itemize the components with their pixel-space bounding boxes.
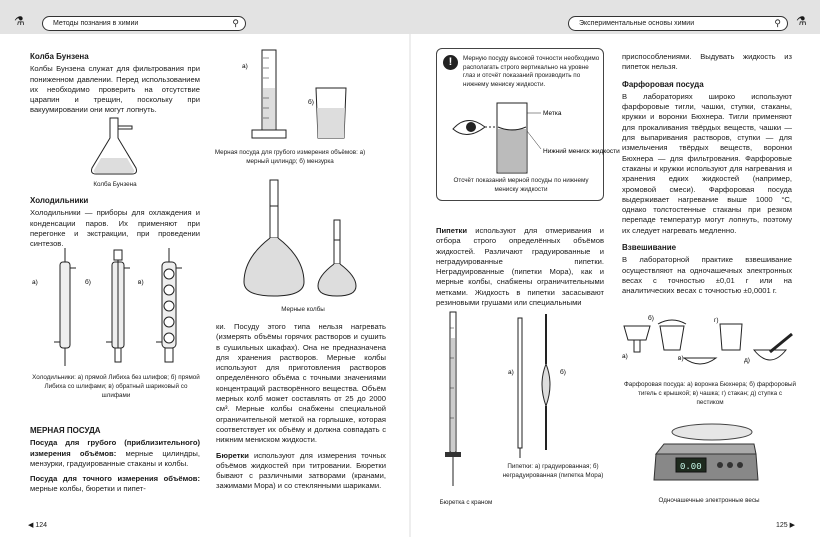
volumetric-flask-large: [244, 180, 304, 296]
meniscus-label: Нижний мениск жидкости: [543, 148, 620, 155]
mflask-caption: Мерные колбы: [281, 306, 325, 313]
label-b: б): [648, 315, 654, 322]
meniscus-illustration: [445, 101, 620, 175]
fridge-title: Холодильники: [30, 196, 89, 205]
left-col1-fridge: [30, 196, 200, 249]
left-col2-text: [216, 322, 386, 492]
rough-text: мерные цилиндры, мензурки, градуированные стаканы и колбы.: [30, 448, 200, 468]
label-a: а): [622, 353, 628, 360]
label-d: д): [744, 357, 750, 364]
fridge-caption: Холодильники: а) прямой Либиха без шлифов; б) прямой Либиха со шлифами; в) обратный шариковый со шлифами: [32, 374, 200, 399]
warning-icon: !: [443, 55, 458, 70]
crucible-with-lid: [658, 320, 686, 350]
left-page-num-text: 124: [35, 522, 48, 529]
porcelain-title: Фарфоровая посуда: [622, 79, 704, 89]
meniscus-note-box: [436, 48, 620, 201]
mortar-and-pestle: [754, 334, 792, 360]
evaporating-dish: [684, 358, 716, 364]
left-page-number: ◀ 124: [28, 522, 48, 529]
measure-caption: Мерная посуда для грубого измерения объёмов: а) мерный цилиндр; б) мензурка: [214, 149, 366, 165]
porcelain-beaker: [720, 324, 742, 350]
label-b: б): [560, 369, 566, 376]
rough-title: Посуда для грубого (приблизительного) измерения объёмов:: [30, 438, 200, 458]
flask-icon: ⚗: [14, 14, 25, 28]
bunsen-flask-illustration: [88, 116, 148, 176]
electronic-scale-illustration: [650, 420, 760, 488]
buchner-funnel: [624, 326, 650, 352]
col2-top-text: приспособлениями. Выдувать жидкость из пипеток нельзя.: [622, 52, 792, 72]
bunsen-text: Колбы Бунзена служат для фильтрования при пониженном давлении. Перед использованием их необходимо проверить на отсутствие царапин и трещин, поскольку при вакуумировании они могут лопнуть.: [30, 64, 200, 115]
label-v: в): [678, 355, 684, 362]
burette-text: используют для измерения точных объёмов жидкостей при титровании. Бюретки бывают с различными затворами (кранами, зажимами Мора) и со стеклянными шариками.: [216, 450, 386, 491]
mark-label: Метка: [543, 110, 562, 117]
left-header-bar: [0, 0, 410, 34]
label-a: а): [508, 369, 514, 376]
porcelain-illustration: [620, 310, 800, 376]
burette: [445, 312, 461, 486]
volumetric-flask-small: [318, 220, 356, 296]
spine: [409, 34, 411, 537]
weigh-text: В лабораторной практике взвешивание осуществляют на одночашечных электронных весах с точностью ±0,01 г или на аналитических весах с точностью ±0,0001 г.: [622, 255, 792, 296]
scale-caption: Одночашечные электронные весы: [658, 497, 760, 504]
bunsen-title: Колба Бунзена: [30, 52, 89, 61]
bunsen-caption: Колба Бунзена: [93, 181, 137, 188]
left-col1-measure: [30, 426, 200, 495]
condensers-illustration: [30, 248, 200, 368]
mflask-text: ки. Посуду этого типа нельзя нагревать (измерять объёмы горячих растворов и сушить в сушильных шкафах). Она не предназначена для хранения растворов. Мерные колбы используют для приготовления растворов определённого объёма с точными значениями концентраций растворённого вещества. Объём мерных колб может составлять от 25 до 2000 см³. Мерные колбы снабжены специальной ограничительной меткой на горлышке, которая соответствует их объёму и должна совпадать с нижним мениском жидкости.: [216, 322, 386, 445]
left-col1-top: [30, 52, 200, 116]
beaker: [316, 88, 346, 138]
burette-title: Бюретки: [216, 450, 249, 460]
right-header-text: Экспериментальные основы химии: [579, 20, 695, 27]
pipette-title: Пипетки: [436, 226, 468, 235]
rough-measure-illustration: [240, 48, 360, 142]
right-col2-text: [622, 52, 792, 297]
left-header-text: Методы познания в химии: [53, 20, 139, 27]
note-caption: Отсчёт показаний мерной посуды по нижнему мениску жидкости: [453, 177, 589, 193]
scale-display: 0.00: [680, 462, 702, 472]
burette-caption: Бюретка с краном: [439, 499, 493, 506]
pipette-paragraph: [436, 226, 604, 308]
pipette-text: используют для отмеривания и отбора строго определённых объёмов жидкостей. Различают градуированные и неградуированные пипетки. Неградуированные (пипетки Мора), как и мерные колбы, снабжены ограничительными метками. Жидкость в пипетки засасывают резиновыми грушами или специальными: [436, 226, 604, 308]
right-header-bar: [410, 0, 820, 34]
exact-title: Посуда для точного измерения объёмов:: [30, 474, 200, 484]
label-a: а): [242, 63, 248, 70]
porcelain-caption: Фарфоровая посуда: а) воронка Бюхнера; б) фарфоровый тигель с крышкой; в) чашка; г) стакан; д) ступка с пестиком: [624, 381, 796, 406]
label-g: г): [714, 317, 719, 324]
measure-title: МЕРНАЯ ПОСУДА: [30, 426, 101, 435]
condenser-b: [106, 250, 130, 362]
mohr-pipette: [542, 314, 550, 450]
porcelain-text: В лабораториях широко используют фарфоровые тигли, чашки, ступки, стаканы, кружки и воронки Бюхнера. Тигли применяют для прокаливания твёрдых веществ, чашки — для выпаривания растворов, ступки — для измельчения твёрдых веществ, воронки Бюхнера — для фильтрования. Фарфоровые стаканы и кружки используют для нагревания и хранения едких жидкостей (например, хромовой смеси). Фарфоровая посуда выдерживает нагревание выше 1000 °С, однако толстостенные стаканы при резком перепаде температур могут лопнуть, поэтому их следует нагревать медленно.: [622, 91, 792, 235]
left-header-title: [42, 16, 246, 31]
measuring-cylinder: [252, 50, 286, 138]
label-b: б): [308, 99, 314, 106]
condenser-c: [156, 248, 182, 362]
volumetric-flasks-illustration: [238, 178, 368, 300]
condenser-a: [54, 248, 76, 366]
fridge-text: Холодильники — приборы для охлаждения и конденсации паров. Их применяют при перегонке и экстракции, при проведении синтезов.: [30, 208, 200, 249]
search-icon: ⚲: [232, 18, 239, 28]
label-a: а): [32, 279, 38, 286]
label-c: в): [138, 279, 144, 286]
flask-icon: ⚗: [796, 14, 807, 28]
pipette-caption: Пипетки: а) градуированная; б) неградуированная (пипетка Мора): [502, 463, 604, 479]
right-page-num-text: 125: [776, 522, 788, 529]
right-page-number: 125 ▶: [776, 522, 796, 529]
weigh-title: Взвешивание: [622, 243, 677, 253]
graduated-pipette: [518, 318, 522, 458]
search-icon: ⚲: [774, 18, 781, 28]
label-b: б): [85, 279, 91, 286]
right-header-title: [568, 16, 788, 31]
exact-text: мерные колбы, бюретки и пипет-: [30, 484, 146, 494]
note-text: Мерную посуду высокой точности необходимо располагать строго вертикально на уровне глаз и отсчёт показаний производить по нижнему мениску жидкости.: [463, 55, 600, 88]
